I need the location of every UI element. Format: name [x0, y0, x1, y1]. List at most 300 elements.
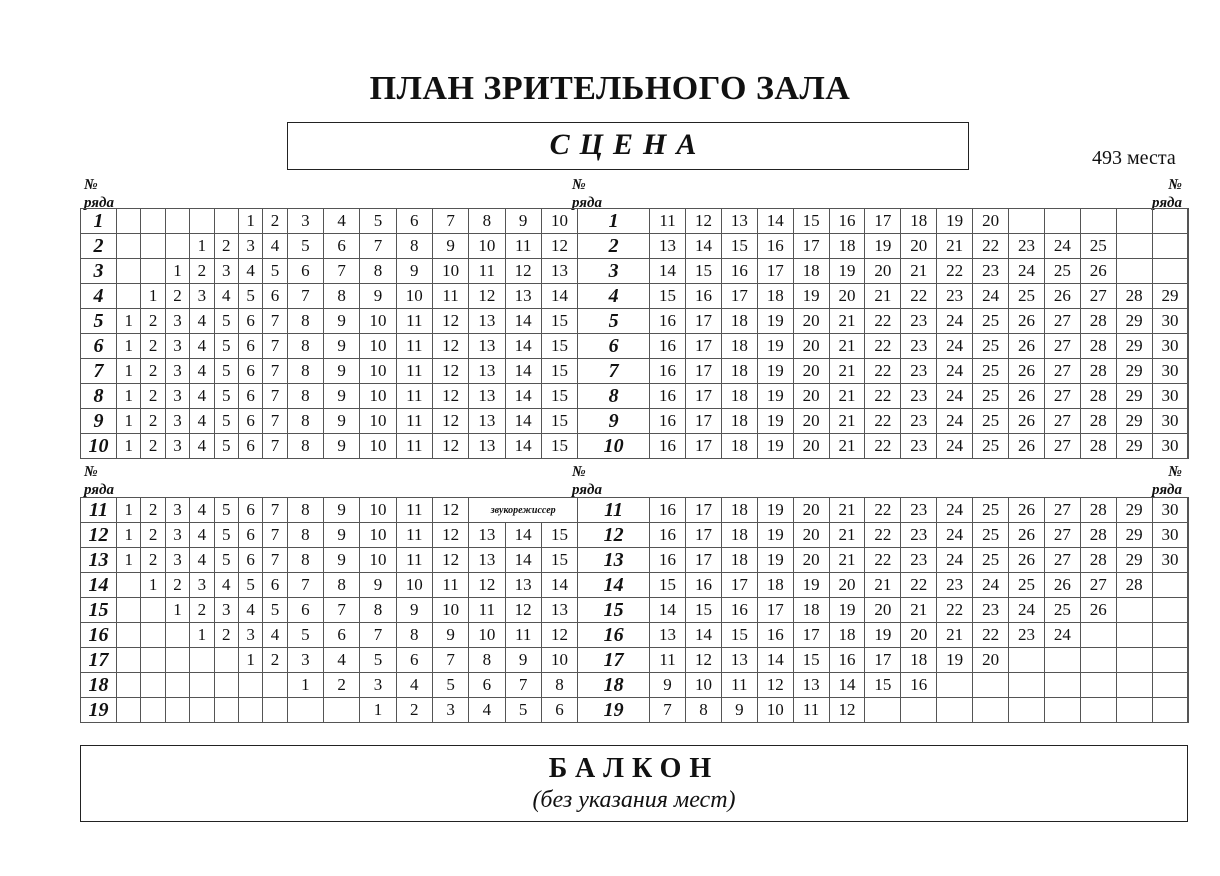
seat[interactable]: 8 [287, 359, 323, 384]
seat[interactable]: 18 [721, 309, 757, 334]
seat[interactable]: 4 [190, 409, 214, 434]
seat[interactable]: 25 [1080, 234, 1116, 259]
seat[interactable]: 9 [505, 648, 541, 673]
seat[interactable]: 7 [287, 284, 323, 309]
seat[interactable]: 17 [721, 573, 757, 598]
seat[interactable]: 17 [686, 434, 722, 459]
seat[interactable]: 17 [686, 309, 722, 334]
seat[interactable]: 5 [214, 523, 238, 548]
seat[interactable]: 11 [396, 384, 432, 409]
seat[interactable]: 24 [937, 334, 973, 359]
seat[interactable]: 15 [793, 648, 829, 673]
seat[interactable]: 1 [287, 673, 323, 698]
seat[interactable]: 6 [263, 284, 287, 309]
seat[interactable]: 22 [865, 548, 901, 573]
seat[interactable]: 14 [505, 409, 541, 434]
seat[interactable]: 25 [1044, 598, 1080, 623]
seat[interactable]: 22 [865, 384, 901, 409]
seat[interactable]: 7 [263, 334, 287, 359]
seat[interactable]: 10 [360, 334, 396, 359]
seat[interactable]: 5 [287, 234, 323, 259]
seat[interactable]: 25 [973, 309, 1009, 334]
seat[interactable]: 16 [650, 359, 686, 384]
seat[interactable]: 21 [829, 334, 865, 359]
seat[interactable]: 15 [541, 548, 577, 573]
seat[interactable]: 15 [541, 359, 577, 384]
seat[interactable]: 12 [541, 234, 577, 259]
seat[interactable]: 15 [650, 573, 686, 598]
seat[interactable]: 23 [901, 359, 937, 384]
seat[interactable]: 4 [396, 673, 432, 698]
seat[interactable]: 8 [541, 673, 577, 698]
seat[interactable]: 5 [214, 384, 238, 409]
seat[interactable]: 15 [686, 259, 722, 284]
seat[interactable]: 16 [650, 523, 686, 548]
seat[interactable]: 5 [238, 573, 262, 598]
seat[interactable]: 15 [650, 284, 686, 309]
seat[interactable]: 9 [324, 384, 360, 409]
seat[interactable]: 16 [686, 284, 722, 309]
seat[interactable]: 18 [757, 573, 793, 598]
seat[interactable]: 2 [141, 498, 165, 523]
seat[interactable]: 25 [973, 523, 1009, 548]
seat[interactable]: 1 [238, 648, 262, 673]
seat[interactable]: 14 [505, 548, 541, 573]
seat[interactable]: 3 [214, 259, 238, 284]
seat[interactable]: 3 [165, 334, 189, 359]
seat[interactable]: 17 [686, 498, 722, 523]
seat[interactable]: 26 [1009, 309, 1045, 334]
seat[interactable]: 1 [165, 259, 189, 284]
seat[interactable]: 4 [214, 284, 238, 309]
seat[interactable]: 24 [937, 523, 973, 548]
seat[interactable]: 6 [541, 698, 577, 723]
seat[interactable]: 10 [360, 498, 396, 523]
seat[interactable]: 7 [360, 623, 396, 648]
seat[interactable]: 19 [937, 648, 973, 673]
seat[interactable]: 7 [263, 434, 287, 459]
seat[interactable]: 22 [901, 573, 937, 598]
seat[interactable]: 13 [469, 409, 505, 434]
seat[interactable]: 27 [1044, 498, 1080, 523]
seat[interactable]: 15 [541, 309, 577, 334]
seat[interactable]: 19 [757, 409, 793, 434]
seat[interactable]: 5 [505, 698, 541, 723]
seat[interactable]: 2 [263, 648, 287, 673]
seat[interactable]: 17 [757, 598, 793, 623]
seat[interactable]: 30 [1152, 434, 1188, 459]
seat[interactable]: 3 [190, 284, 214, 309]
seat[interactable]: 5 [214, 498, 238, 523]
seat[interactable]: 17 [686, 384, 722, 409]
seat[interactable]: 11 [396, 409, 432, 434]
seat[interactable]: 12 [541, 623, 577, 648]
seat[interactable]: 10 [360, 409, 396, 434]
seat[interactable]: 4 [324, 209, 360, 234]
seat[interactable]: 28 [1080, 309, 1116, 334]
seat[interactable]: 16 [686, 573, 722, 598]
seat[interactable]: 27 [1044, 384, 1080, 409]
seat[interactable]: 4 [190, 498, 214, 523]
seat[interactable]: 17 [721, 284, 757, 309]
seat[interactable]: 14 [505, 309, 541, 334]
seat[interactable]: 12 [469, 573, 505, 598]
seat[interactable]: 19 [757, 523, 793, 548]
seat[interactable]: 29 [1116, 434, 1152, 459]
seat[interactable]: 16 [829, 209, 865, 234]
seat[interactable]: 30 [1152, 548, 1188, 573]
seat[interactable]: 30 [1152, 334, 1188, 359]
seat[interactable]: 26 [1044, 573, 1080, 598]
seat[interactable]: 7 [263, 523, 287, 548]
seat[interactable]: 19 [757, 359, 793, 384]
seat[interactable]: 29 [1116, 548, 1152, 573]
seat[interactable]: 26 [1080, 598, 1116, 623]
seat[interactable]: 18 [829, 623, 865, 648]
seat[interactable]: 7 [263, 409, 287, 434]
seat[interactable]: 8 [686, 698, 722, 723]
seat[interactable]: 10 [360, 523, 396, 548]
seat[interactable]: 17 [686, 548, 722, 573]
seat[interactable]: 2 [141, 434, 165, 459]
seat[interactable]: 24 [1009, 598, 1045, 623]
seat[interactable]: 22 [937, 598, 973, 623]
seat[interactable]: 15 [721, 234, 757, 259]
seat[interactable]: 20 [973, 209, 1009, 234]
seat[interactable]: 12 [757, 673, 793, 698]
seat[interactable]: 21 [829, 384, 865, 409]
seat[interactable]: 18 [757, 284, 793, 309]
seat[interactable]: 20 [901, 623, 937, 648]
seat[interactable]: 29 [1116, 409, 1152, 434]
seat[interactable]: 27 [1044, 548, 1080, 573]
seat[interactable]: 12 [432, 548, 468, 573]
seat[interactable]: 23 [901, 523, 937, 548]
seat[interactable]: 15 [541, 334, 577, 359]
seat[interactable]: 3 [165, 309, 189, 334]
seat[interactable]: 13 [505, 573, 541, 598]
seat[interactable]: 22 [865, 434, 901, 459]
seat[interactable]: 16 [829, 648, 865, 673]
seat[interactable]: 17 [865, 648, 901, 673]
seat[interactable]: 8 [287, 548, 323, 573]
seat[interactable]: 7 [324, 598, 360, 623]
seat[interactable]: 9 [505, 209, 541, 234]
seat[interactable]: 10 [541, 209, 577, 234]
seat[interactable]: 3 [165, 384, 189, 409]
seat[interactable]: 21 [829, 434, 865, 459]
seat[interactable]: 20 [793, 309, 829, 334]
seat[interactable]: 21 [901, 259, 937, 284]
seat[interactable]: 3 [287, 209, 323, 234]
seat[interactable]: 28 [1080, 434, 1116, 459]
seat[interactable]: 20 [865, 259, 901, 284]
seat[interactable]: 2 [263, 209, 287, 234]
seat[interactable]: 17 [686, 409, 722, 434]
seat[interactable]: 4 [238, 259, 262, 284]
seat[interactable]: 4 [190, 384, 214, 409]
seat[interactable]: 2 [190, 259, 214, 284]
seat[interactable]: 16 [650, 309, 686, 334]
seat[interactable]: 21 [829, 409, 865, 434]
seat[interactable]: 10 [396, 284, 432, 309]
seat[interactable]: 10 [360, 548, 396, 573]
seat[interactable]: 8 [324, 573, 360, 598]
seat[interactable]: 9 [396, 598, 432, 623]
seat[interactable]: 3 [165, 548, 189, 573]
seat[interactable]: 26 [1009, 523, 1045, 548]
seat[interactable]: 1 [360, 698, 396, 723]
seat[interactable]: 13 [469, 548, 505, 573]
seat[interactable]: 13 [505, 284, 541, 309]
seat[interactable]: 14 [541, 284, 577, 309]
seat[interactable]: 19 [757, 498, 793, 523]
seat[interactable]: 16 [650, 434, 686, 459]
seat[interactable]: 11 [396, 498, 432, 523]
seat[interactable]: 27 [1044, 434, 1080, 459]
seat[interactable]: 15 [541, 384, 577, 409]
seat[interactable]: 24 [1009, 259, 1045, 284]
seat[interactable]: 28 [1080, 548, 1116, 573]
seat[interactable]: 8 [287, 384, 323, 409]
seat[interactable]: 14 [650, 259, 686, 284]
seat[interactable]: 29 [1116, 523, 1152, 548]
seat[interactable]: 22 [865, 359, 901, 384]
seat[interactable]: 19 [937, 209, 973, 234]
seat[interactable]: 9 [324, 498, 360, 523]
seat[interactable]: 6 [263, 573, 287, 598]
seat[interactable]: 20 [793, 359, 829, 384]
seat[interactable]: 14 [505, 334, 541, 359]
seat[interactable]: 18 [721, 409, 757, 434]
seat[interactable]: 11 [432, 573, 468, 598]
seat[interactable]: 5 [238, 284, 262, 309]
seat[interactable]: 23 [901, 309, 937, 334]
seat[interactable]: 13 [721, 648, 757, 673]
seat[interactable]: 19 [829, 259, 865, 284]
seat[interactable]: 14 [505, 359, 541, 384]
seat[interactable]: 17 [793, 623, 829, 648]
seat[interactable]: 3 [165, 498, 189, 523]
seat[interactable]: 25 [1009, 284, 1045, 309]
seat[interactable]: 15 [541, 434, 577, 459]
seat[interactable]: 5 [360, 209, 396, 234]
seat[interactable]: 11 [469, 598, 505, 623]
seat[interactable]: 10 [360, 384, 396, 409]
seat[interactable]: 8 [469, 648, 505, 673]
seat[interactable]: 23 [901, 434, 937, 459]
seat[interactable]: 1 [117, 548, 141, 573]
seat[interactable]: 9 [324, 359, 360, 384]
seat[interactable]: 13 [650, 623, 686, 648]
seat[interactable]: 6 [238, 523, 262, 548]
seat[interactable]: 7 [650, 698, 686, 723]
seat[interactable]: 18 [793, 259, 829, 284]
seat[interactable]: 8 [287, 498, 323, 523]
seat[interactable]: 1 [117, 523, 141, 548]
seat[interactable]: 9 [432, 234, 468, 259]
seat[interactable]: 18 [829, 234, 865, 259]
seat[interactable]: 27 [1080, 284, 1116, 309]
seat[interactable]: 22 [973, 623, 1009, 648]
seat[interactable]: 13 [541, 598, 577, 623]
seat[interactable]: 18 [721, 434, 757, 459]
seat[interactable]: 20 [793, 434, 829, 459]
seat[interactable]: 26 [1009, 359, 1045, 384]
seat[interactable]: 23 [901, 409, 937, 434]
seat[interactable]: 15 [541, 409, 577, 434]
seat[interactable]: 5 [214, 359, 238, 384]
seat[interactable]: 2 [141, 409, 165, 434]
seat[interactable]: 18 [721, 359, 757, 384]
seat[interactable]: 5 [432, 673, 468, 698]
seat[interactable]: 1 [165, 598, 189, 623]
seat[interactable]: 27 [1044, 359, 1080, 384]
seat[interactable]: 8 [287, 523, 323, 548]
seat[interactable]: 4 [238, 598, 262, 623]
seat[interactable]: 20 [829, 573, 865, 598]
seat[interactable]: 16 [901, 673, 937, 698]
seat[interactable]: 12 [432, 409, 468, 434]
seat[interactable]: 24 [937, 548, 973, 573]
seat[interactable]: 14 [505, 523, 541, 548]
seat[interactable]: 13 [469, 334, 505, 359]
seat[interactable]: 3 [165, 434, 189, 459]
seat[interactable]: 13 [469, 434, 505, 459]
seat[interactable]: 23 [901, 334, 937, 359]
seat[interactable]: 2 [141, 334, 165, 359]
seat[interactable]: 12 [505, 259, 541, 284]
seat[interactable]: 1 [117, 434, 141, 459]
seat[interactable]: 18 [721, 384, 757, 409]
seat[interactable]: 5 [263, 598, 287, 623]
seat[interactable]: 11 [505, 623, 541, 648]
seat[interactable]: 3 [165, 359, 189, 384]
seat[interactable]: 14 [829, 673, 865, 698]
seat[interactable]: 18 [721, 334, 757, 359]
seat[interactable]: 20 [793, 334, 829, 359]
seat[interactable]: 10 [360, 309, 396, 334]
seat[interactable]: 16 [721, 259, 757, 284]
seat[interactable]: 1 [141, 573, 165, 598]
seat[interactable]: 2 [165, 284, 189, 309]
seat[interactable]: 21 [865, 573, 901, 598]
seat[interactable]: 20 [793, 384, 829, 409]
seat[interactable]: 12 [686, 209, 722, 234]
seat[interactable]: 15 [541, 523, 577, 548]
seat[interactable]: 3 [238, 623, 262, 648]
seat[interactable]: 12 [505, 598, 541, 623]
seat[interactable]: 21 [829, 498, 865, 523]
seat[interactable]: 14 [505, 434, 541, 459]
seat[interactable]: 16 [757, 234, 793, 259]
seat[interactable]: 17 [686, 523, 722, 548]
seat[interactable]: 2 [324, 673, 360, 698]
seat[interactable]: 27 [1044, 309, 1080, 334]
seat[interactable]: 15 [793, 209, 829, 234]
seat[interactable]: 25 [973, 334, 1009, 359]
seat[interactable]: 27 [1044, 523, 1080, 548]
seat[interactable]: 23 [937, 284, 973, 309]
seat[interactable]: 4 [214, 573, 238, 598]
seat[interactable]: 28 [1080, 334, 1116, 359]
seat[interactable]: 6 [238, 359, 262, 384]
seat[interactable]: 21 [937, 234, 973, 259]
seat[interactable]: 28 [1080, 359, 1116, 384]
seat[interactable]: 9 [721, 698, 757, 723]
seat[interactable]: 27 [1044, 334, 1080, 359]
seat[interactable]: 11 [505, 234, 541, 259]
seat[interactable]: 19 [757, 309, 793, 334]
seat[interactable]: 24 [973, 573, 1009, 598]
seat[interactable]: 25 [973, 498, 1009, 523]
seat[interactable]: 2 [165, 573, 189, 598]
seat[interactable]: 22 [937, 259, 973, 284]
seat[interactable]: 6 [238, 409, 262, 434]
seat[interactable]: 10 [432, 598, 468, 623]
seat[interactable]: 10 [360, 434, 396, 459]
seat[interactable]: 20 [793, 548, 829, 573]
seat[interactable]: 11 [650, 648, 686, 673]
seat[interactable]: 22 [973, 234, 1009, 259]
seat[interactable]: 2 [141, 384, 165, 409]
seat[interactable]: 23 [973, 259, 1009, 284]
seat[interactable]: 7 [324, 259, 360, 284]
seat[interactable]: 20 [793, 498, 829, 523]
seat[interactable]: 1 [117, 334, 141, 359]
seat[interactable]: 22 [865, 309, 901, 334]
seat[interactable]: 1 [141, 284, 165, 309]
seat[interactable]: 16 [650, 334, 686, 359]
seat[interactable]: 12 [432, 309, 468, 334]
seat[interactable]: 6 [287, 259, 323, 284]
seat[interactable]: 19 [757, 434, 793, 459]
seat[interactable]: 11 [432, 284, 468, 309]
seat[interactable]: 15 [865, 673, 901, 698]
seat[interactable]: 6 [238, 548, 262, 573]
seat[interactable]: 29 [1152, 284, 1188, 309]
seat[interactable]: 30 [1152, 523, 1188, 548]
seat[interactable]: 4 [190, 523, 214, 548]
seat[interactable]: 19 [865, 234, 901, 259]
seat[interactable]: 10 [469, 234, 505, 259]
seat[interactable]: 18 [901, 209, 937, 234]
seat[interactable]: 25 [973, 359, 1009, 384]
seat[interactable]: 8 [287, 434, 323, 459]
seat[interactable]: 26 [1009, 384, 1045, 409]
seat[interactable]: 28 [1116, 573, 1152, 598]
seat[interactable]: 9 [324, 523, 360, 548]
seat[interactable]: 16 [721, 598, 757, 623]
seat[interactable]: 1 [190, 623, 214, 648]
seat[interactable]: 10 [432, 259, 468, 284]
seat[interactable]: 9 [324, 409, 360, 434]
seat[interactable]: 6 [287, 598, 323, 623]
seat[interactable]: 23 [973, 598, 1009, 623]
seat[interactable]: 14 [686, 234, 722, 259]
seat[interactable]: 6 [238, 384, 262, 409]
seat[interactable]: 8 [287, 309, 323, 334]
seat[interactable]: 9 [324, 434, 360, 459]
seat[interactable]: 2 [214, 623, 238, 648]
seat[interactable]: 27 [1080, 573, 1116, 598]
seat[interactable]: 25 [1044, 259, 1080, 284]
seat[interactable]: 5 [287, 623, 323, 648]
seat[interactable]: 1 [117, 409, 141, 434]
seat[interactable]: 9 [324, 548, 360, 573]
seat[interactable]: 24 [937, 409, 973, 434]
seat[interactable]: 26 [1080, 259, 1116, 284]
